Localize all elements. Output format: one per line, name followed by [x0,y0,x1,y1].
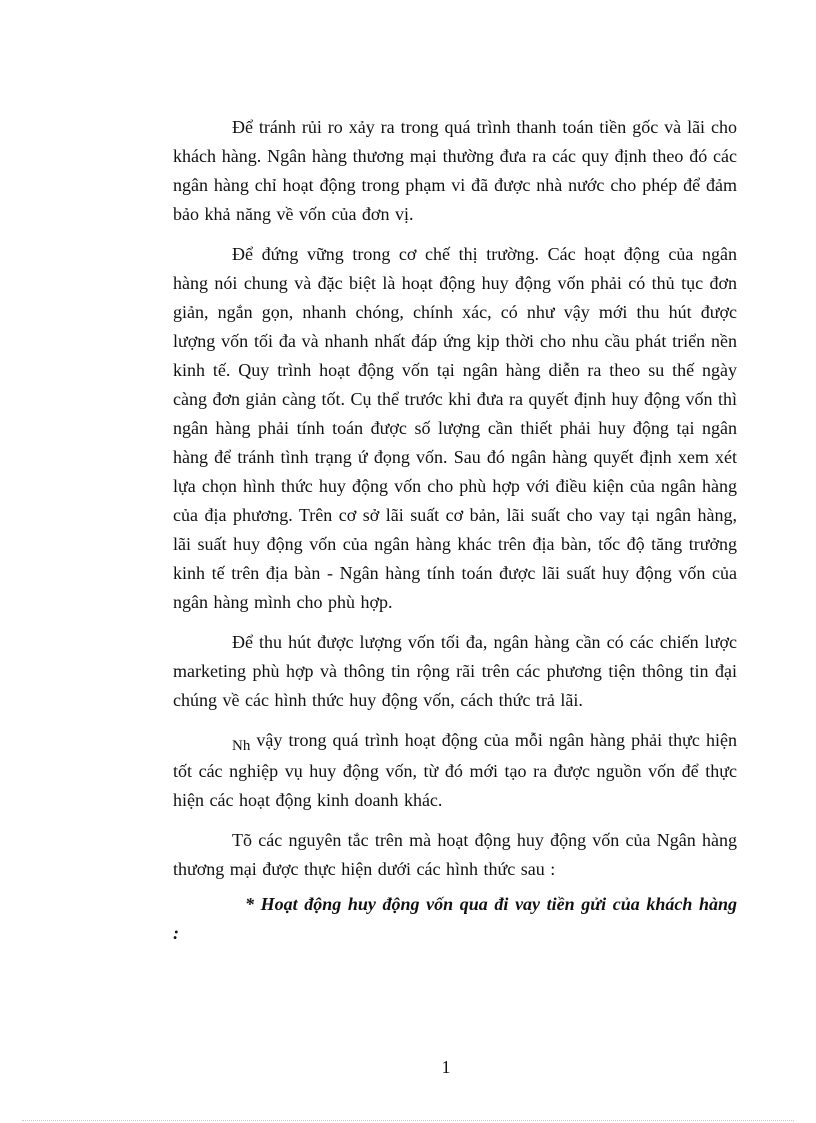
paragraph-conclusion [173,726,737,815]
section-heading: * Hoạt động huy động vốn qua đi vay tiền gửi của khách hàng : [173,894,737,943]
paragraph-conclusion-rest: vậy trong quá trình hoạt động của mỗi ngân hàng phải thực hiện tốt các nghiệp vụ huy động vốn, từ đó mới tạo ra được nguồn vốn để thực hiện các hoạt động kinh doanh khác. [173,730,737,810]
page-number: 1 [441,1057,451,1077]
paragraph-conclusion-start: Nh [232,738,251,754]
page-body [173,113,737,948]
paragraph-risk-prevention: Để tránh rủi ro xảy ra trong quá trình thanh toán tiền gốc và lãi cho khách hàng. Ngân hàng thương mại thường đưa ra các quy định theo đó các ngân hàng chỉ hoạt động trong phạm vi đã được nhà nước cho phép để đảm bảo khả năng về vốn của đơn vị. [173,117,737,224]
page-bottom-divider [22,1120,794,1121]
paragraph-market-mechanism: Để đứng vững trong cơ chế thị trường. Các hoạt động của ngân hàng nói chung và đặc biệt là hoạt động huy động vốn phải có thủ tục đơn giản, ngắn gọn, nhanh chóng, chính xác, có như vậy mới thu hút được lượng vốn tối đa và nhanh nhất đáp ứng kịp thời cho nhu cầu phát triển nền kinh tế. Quy trình hoạt động vốn tại ngân hàng diễn ra theo su thế ngày càng đơn giản càng tốt. Cụ thể trước khi đưa ra quyết định huy động vốn thì ngân hàng phải tính toán được số lượng cần thiết phải huy động tại ngân hàng để tránh tình trạng ứ đọng vốn. Sau đó ngân hàng quyết định xem xét lựa chọn hình thức huy động vốn cho phù hợp với điều kiện của ngân hàng của địa phương. Trên cơ sở lãi suất cơ bản, lãi suất cho vay tại ngân hàng, lãi suất huy động vốn của ngân hàng khác trên địa bàn, tốc độ tăng trưởng kinh tế trên địa bàn - Ngân hàng tính toán được lãi suất huy động vốn của ngân hàng mình cho phù hợp. [173,244,737,612]
paragraph-forms-intro: Tõ các nguyên tắc trên mà hoạt động huy động vốn của Ngân hàng thương mại được thực hiện dưới các hình thức sau : [173,830,737,879]
paragraph-marketing: Để thu hút được lượng vốn tối đa, ngân hàng cần có các chiến lược marketing phù hợp và thông tin rộng rãi trên các phương tiện thông tin đại chúng về các hình thức huy động vốn, cách thức trả lãi. [173,632,737,710]
